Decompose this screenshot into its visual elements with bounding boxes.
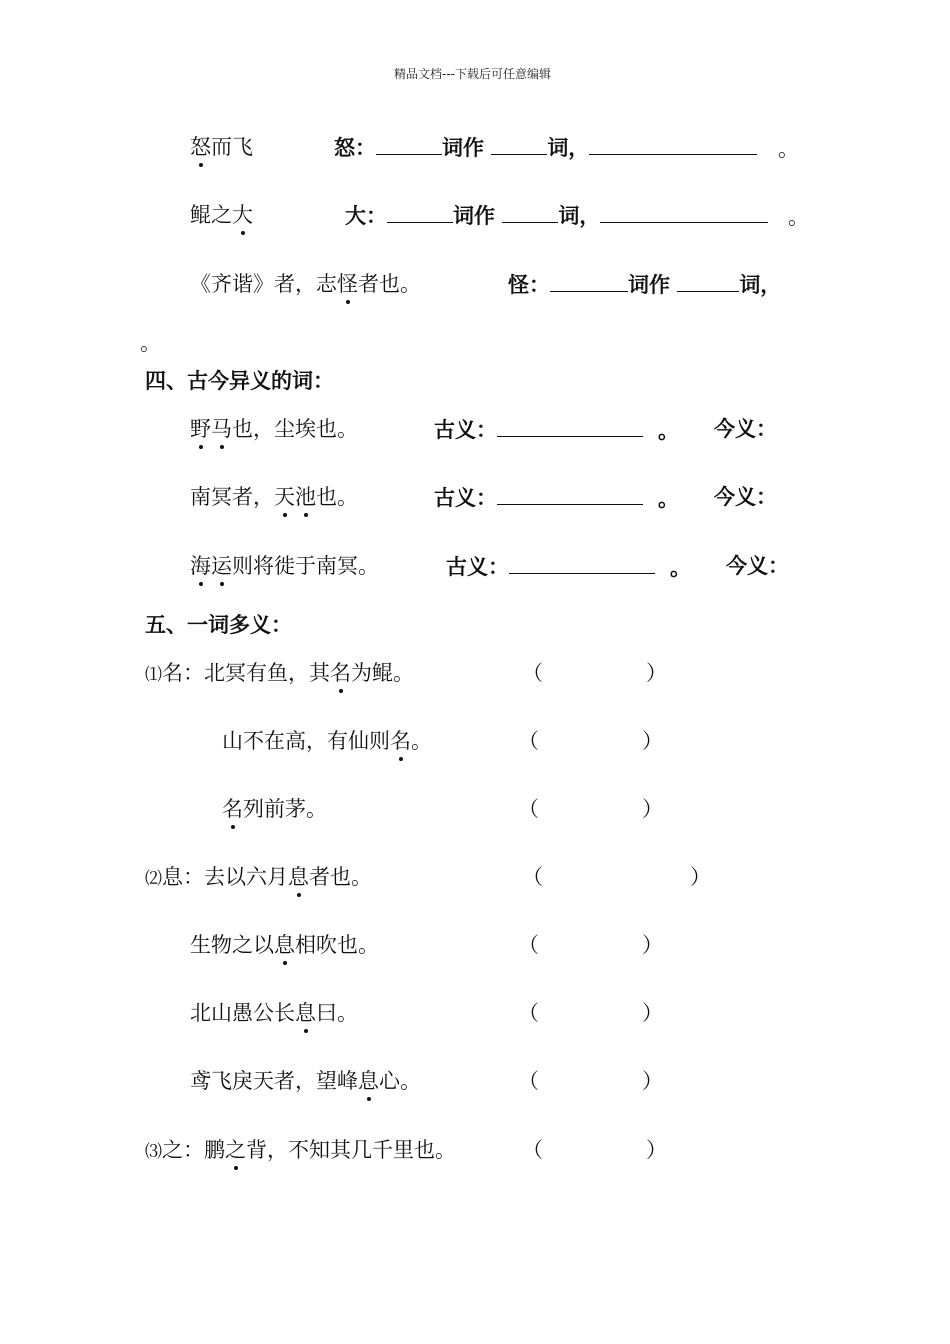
s4-row-3: 海运则将徙于南冥。: [190, 554, 379, 578]
s5-g2-line-2: 生物之以息相吹也。: [190, 933, 379, 957]
s3-row-1: 怒而飞: [190, 135, 253, 159]
s5-g1-line-3: 名列前茅。: [222, 797, 327, 821]
blank-field[interactable]: [497, 416, 643, 437]
s4-end-3: 。: [670, 556, 691, 580]
s4-jin-3: 今义：: [726, 554, 789, 578]
s3-answer-2: 大： 词作 词，: [345, 202, 768, 229]
s4-end-1: 。: [658, 419, 679, 443]
s5-g2-line-1: ⑵息：去以六月息者也。: [145, 865, 372, 889]
answer-paren-close: ）: [642, 1069, 663, 1093]
s4-jin-1: 今义：: [714, 417, 777, 441]
s4-gu-3: 古义：: [446, 553, 655, 580]
blank-field[interactable]: [600, 202, 768, 223]
answer-paren-close: ）: [646, 1138, 667, 1162]
emphasis-char: 大: [232, 203, 253, 227]
s3-answer-3: 怪： 词作 词，: [508, 273, 782, 297]
emphasis-char: 怪: [337, 272, 358, 296]
s4-gu-1: 古义：: [434, 416, 643, 443]
s5-g2-line-4: 鸢飞戾天者，望峰息心。: [190, 1069, 421, 1093]
emphasis-char: 怒: [190, 135, 211, 159]
answer-paren-close: ）: [690, 865, 711, 889]
s5-g1-line-2: 山不在高，有仙则名。: [222, 729, 432, 753]
s4-end-2: 。: [658, 487, 679, 511]
emphasis-char: 海: [190, 554, 211, 578]
answer-paren-open: （: [522, 1138, 543, 1162]
blank-field[interactable]: [589, 134, 757, 155]
emphasis-char: 运: [211, 554, 232, 578]
emphasis-char: 息: [295, 1001, 316, 1025]
s4-row-2: 南冥者，天池也。: [190, 485, 358, 509]
answer-paren-open: （: [518, 797, 539, 821]
blank-field[interactable]: [491, 134, 547, 155]
answer-paren-open: （: [518, 729, 539, 753]
emphasis-char: 息: [358, 1069, 379, 1093]
answer-paren-close: ）: [642, 729, 663, 753]
emphasis-char: 息: [274, 933, 295, 957]
section4-title: 四、古今异义的词：: [145, 369, 334, 393]
s4-row-1: 野马也，尘埃也。: [190, 417, 358, 441]
answer-paren-open: （: [518, 1069, 539, 1093]
s4-gu-2: 古义：: [434, 484, 643, 511]
blank-field[interactable]: [387, 202, 453, 223]
emphasis-char: 池: [295, 485, 316, 509]
s3-answer-1: 怒： 词作 词，: [334, 134, 757, 161]
answer-paren-close: ）: [642, 933, 663, 957]
emphasis-char: 息: [288, 865, 309, 889]
answer-paren-open: （: [522, 661, 543, 685]
blank-field[interactable]: [497, 484, 643, 505]
s3-end-1: 。: [778, 137, 799, 161]
emphasis-char: 名: [222, 797, 243, 821]
s3-continuation: 。: [140, 331, 161, 355]
s5-g2-line-3: 北山愚公长息曰。: [190, 1001, 358, 1025]
s3-row-3: 《齐谐》者，志怪者也。: [190, 272, 421, 296]
blank-field[interactable]: [550, 271, 628, 292]
s5-g3-line-1: ⑶之：鹏之背，不知其几千里也。: [145, 1138, 456, 1162]
s3-row-2: 鲲之大: [190, 203, 253, 227]
emphasis-char: 野: [190, 417, 211, 441]
answer-paren-close: ）: [646, 661, 667, 685]
answer-paren-open: （: [522, 865, 543, 889]
answer-paren-open: （: [518, 1001, 539, 1025]
emphasis-char: 名: [390, 729, 411, 753]
blank-field[interactable]: [677, 271, 739, 292]
answer-paren-close: ）: [642, 1001, 663, 1025]
blank-field[interactable]: [376, 134, 442, 155]
page-header: 精品文档---下载后可任意编辑: [394, 67, 551, 81]
answer-paren-close: ）: [642, 797, 663, 821]
answer-paren-open: （: [518, 933, 539, 957]
s3-end-2: 。: [788, 205, 809, 229]
blank-field[interactable]: [502, 202, 558, 223]
emphasis-char: 马: [211, 417, 232, 441]
emphasis-char: 天: [274, 485, 295, 509]
blank-field[interactable]: [509, 553, 655, 574]
emphasis-char: 之: [225, 1138, 246, 1162]
section5-title: 五、一词多义：: [145, 613, 292, 637]
s4-jin-2: 今义：: [714, 485, 777, 509]
emphasis-char: 名: [330, 661, 351, 685]
s5-g1-line-1: ⑴名：北冥有鱼，其名为鲲。: [145, 661, 414, 685]
